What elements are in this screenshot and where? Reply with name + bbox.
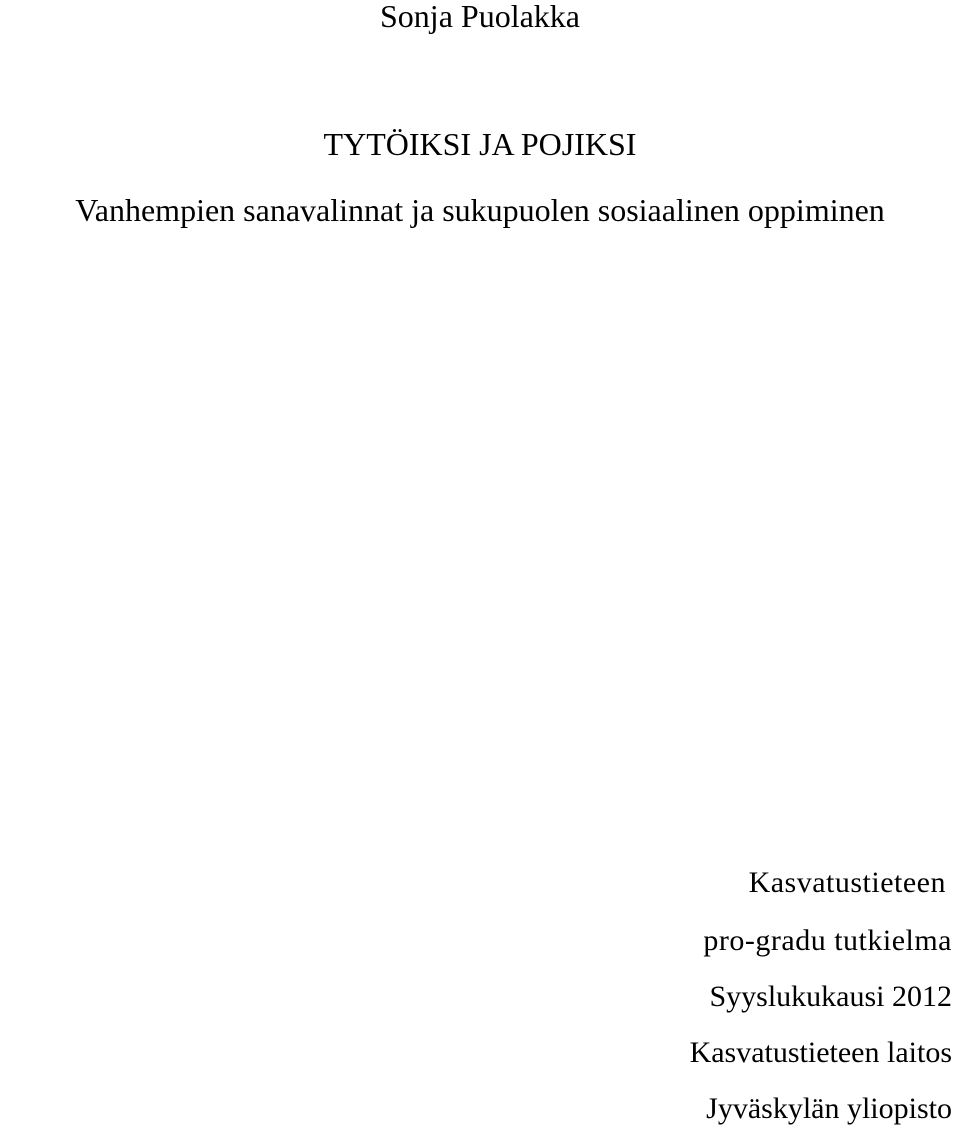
thesis-term: Syyslukukausi 2012 — [709, 980, 952, 1013]
thesis-subtitle: Vanhempien sanavalinnat ja sukupuolen sosiaalinen oppiminen — [75, 192, 885, 228]
thesis-title: TYTÖIKSI JA POJIKSI — [323, 126, 637, 162]
thesis-type: pro-gradu tutkielma — [703, 924, 952, 957]
thesis-university: Jyväskylän yliopisto — [706, 1092, 952, 1125]
thesis-institute: Kasvatustieteen laitos — [689, 1036, 952, 1069]
author-name: Sonja Puolakka — [380, 0, 580, 34]
thesis-subject: Kasvatustieteen — [748, 866, 946, 899]
